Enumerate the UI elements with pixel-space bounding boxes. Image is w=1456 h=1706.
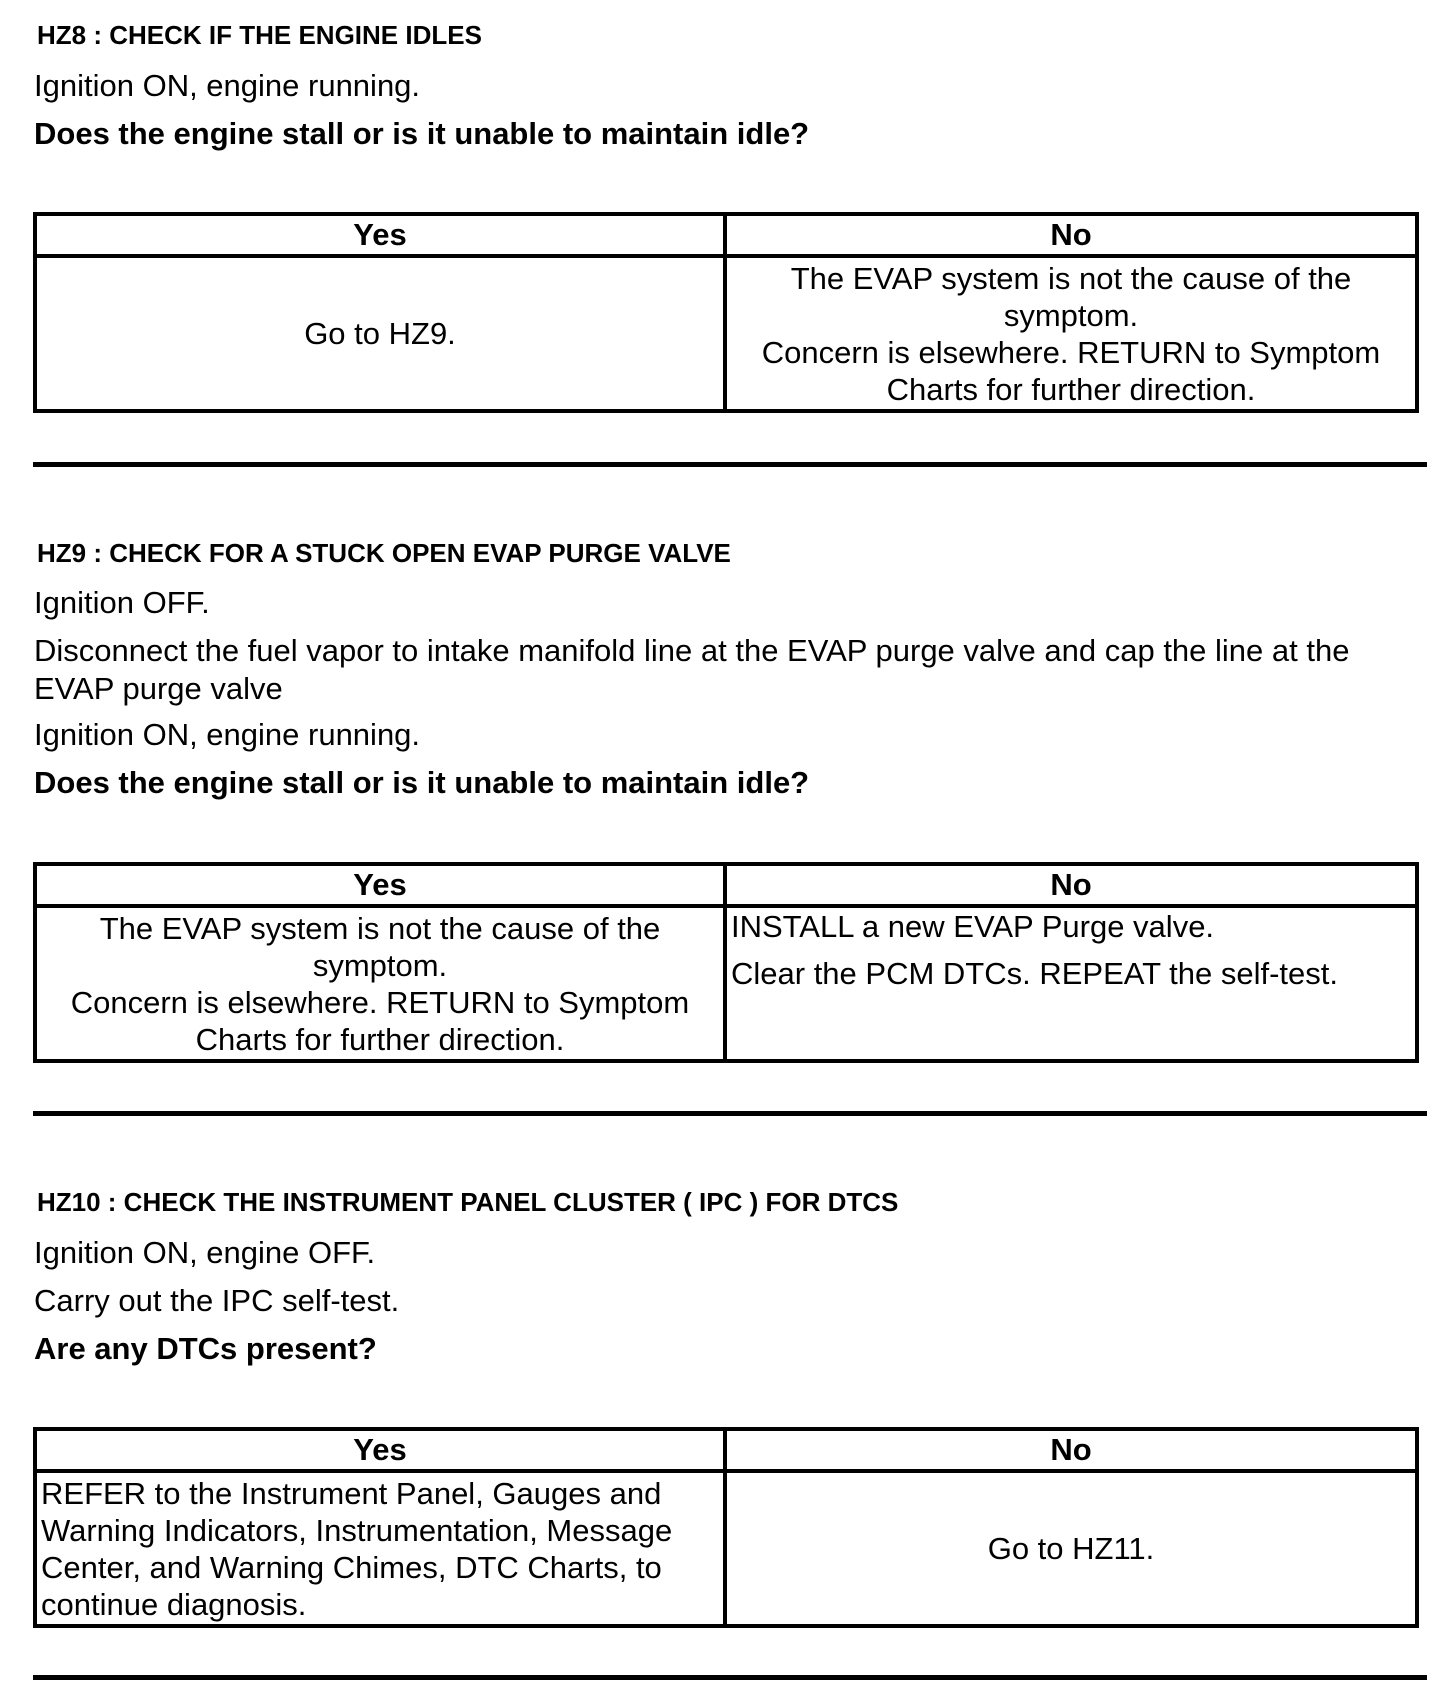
step-hz9-instruction-2: Disconnect the fuel vapor to intake manifold line at the EVAP purge valve and cap the line at the EVAP purge valve bbox=[34, 633, 1350, 706]
step-hz9-result-table bbox=[33, 862, 1419, 1063]
no-result-cell bbox=[725, 906, 1417, 1061]
no-column-header: No bbox=[725, 1429, 1417, 1471]
section-divider bbox=[33, 462, 1427, 467]
yes-result-cell bbox=[35, 906, 725, 1061]
step-hz10-instruction-1: Ignition ON, engine OFF. bbox=[34, 1235, 376, 1270]
step-hz8-result-table bbox=[33, 212, 1419, 413]
no-column-header: No bbox=[725, 214, 1417, 256]
section-divider bbox=[33, 1675, 1427, 1680]
no-column-header: No bbox=[725, 864, 1417, 906]
yes-column-header: Yes bbox=[35, 864, 725, 906]
step-hz10-question: Are any DTCs present? bbox=[34, 1331, 377, 1366]
section-divider bbox=[33, 1111, 1427, 1116]
step-hz9-question: Does the engine stall or is it unable to maintain idle? bbox=[34, 765, 810, 800]
yes-result-text: Go to HZ9. bbox=[304, 316, 456, 351]
yes-result-cell bbox=[35, 1471, 725, 1626]
step-hz9-instruction-3: Ignition ON, engine running. bbox=[34, 717, 421, 752]
yes-result-text: REFER to the Instrument Panel, Gauges and Warning Indicators, Instrumentation, Message Center, and Warning Chimes, DTC Charts, to continue diagnosis. bbox=[41, 1475, 673, 1622]
step-hz10-heading: HZ10 : CHECK THE INSTRUMENT PANEL CLUSTER ( IPC ) FOR DTCS bbox=[37, 1187, 899, 1217]
step-hz10-result-table bbox=[33, 1427, 1419, 1628]
no-result-cell bbox=[725, 1471, 1417, 1626]
yes-result-text: Concern is elsewhere. RETURN to Symptom Charts for further direction. bbox=[70, 984, 690, 1057]
yes-column-header: Yes bbox=[35, 214, 725, 256]
step-hz9-heading: HZ9 : CHECK FOR A STUCK OPEN EVAP PURGE VALVE bbox=[37, 538, 731, 568]
no-result-cell bbox=[725, 256, 1417, 411]
no-result-text: Concern is elsewhere. RETURN to Symptom Charts for further direction. bbox=[761, 334, 1381, 407]
step-hz8-heading: HZ8 : CHECK IF THE ENGINE IDLES bbox=[37, 20, 482, 50]
step-hz9-instruction-1: Ignition OFF. bbox=[34, 585, 210, 620]
no-result-text: The EVAP system is not the cause of the symptom. bbox=[790, 260, 1352, 333]
no-result-text: Clear the PCM DTCs. REPEAT the self-test. bbox=[731, 956, 1338, 991]
step-hz8-question: Does the engine stall or is it unable to maintain idle? bbox=[34, 116, 810, 151]
yes-column-header: Yes bbox=[35, 1429, 725, 1471]
yes-result-text: The EVAP system is not the cause of the symptom. bbox=[99, 910, 661, 983]
no-result-text: Go to HZ11. bbox=[987, 1531, 1155, 1566]
no-result-text: INSTALL a new EVAP Purge valve. bbox=[731, 909, 1215, 944]
yes-result-cell bbox=[35, 256, 725, 411]
step-hz8-instruction-1: Ignition ON, engine running. bbox=[34, 68, 421, 103]
step-hz10-instruction-2: Carry out the IPC self-test. bbox=[34, 1283, 400, 1318]
